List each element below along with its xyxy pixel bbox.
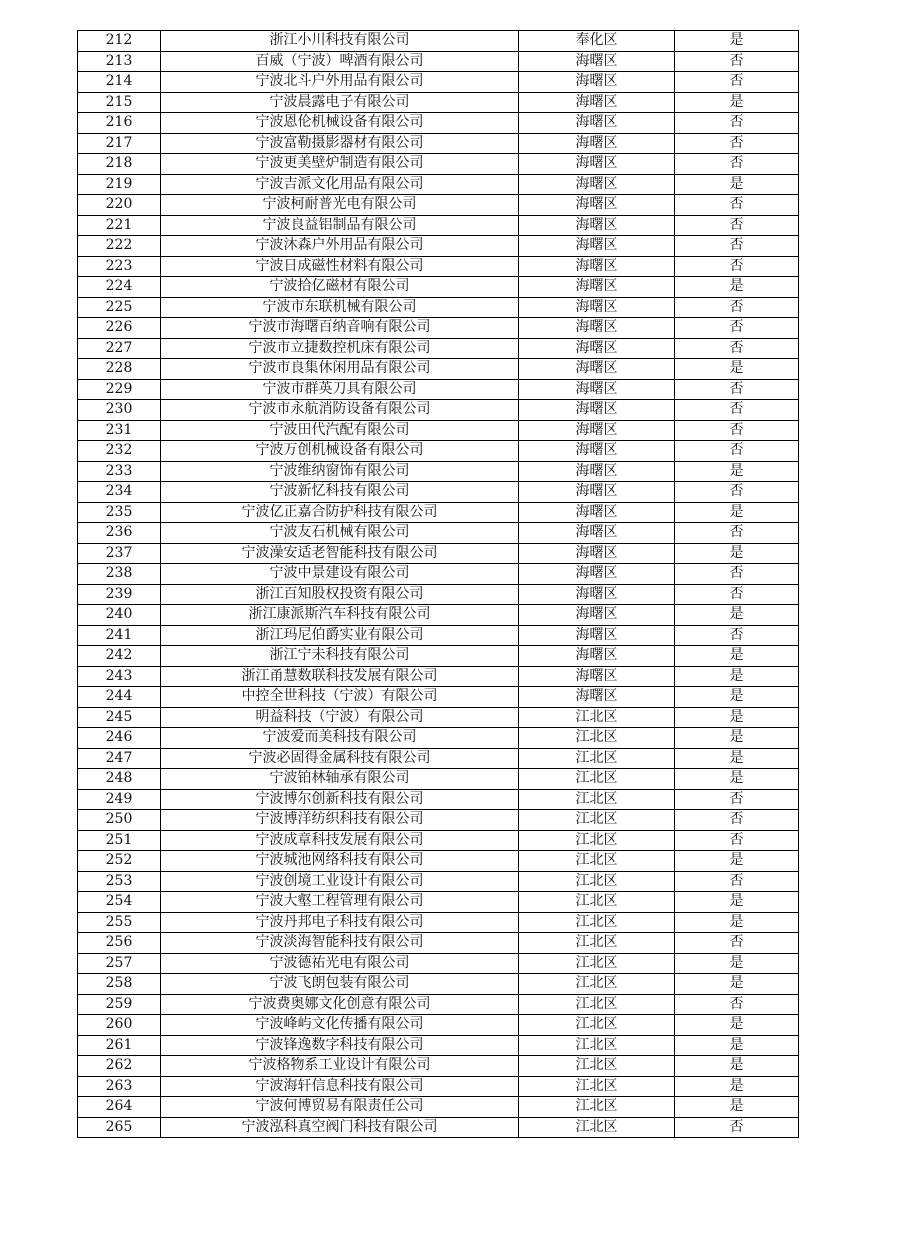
company-name-cell: 百威（宁波）啤酒有限公司	[161, 51, 519, 72]
district-cell: 江北区	[519, 1097, 675, 1118]
company-name-cell: 宁波吉派文化用品有限公司	[161, 174, 519, 195]
row-number-cell: 248	[78, 769, 161, 790]
district-cell: 海曙区	[519, 256, 675, 277]
company-name-cell: 宁波峰屿文化传播有限公司	[161, 1015, 519, 1036]
status-flag-cell: 是	[675, 748, 799, 769]
row-number-cell: 259	[78, 994, 161, 1015]
district-cell: 海曙区	[519, 338, 675, 359]
company-name-cell: 宁波北斗户外用品有限公司	[161, 72, 519, 93]
district-cell: 海曙区	[519, 195, 675, 216]
table-row	[78, 830, 799, 851]
status-flag-cell: 否	[675, 871, 799, 892]
company-name-cell: 宁波爱而美科技有限公司	[161, 728, 519, 749]
row-number-cell: 252	[78, 851, 161, 872]
status-flag-cell: 是	[675, 912, 799, 933]
table-row	[78, 625, 799, 646]
district-cell: 海曙区	[519, 92, 675, 113]
company-name-cell: 宁波市立捷数控机床有限公司	[161, 338, 519, 359]
table-row	[78, 51, 799, 72]
table-row	[78, 871, 799, 892]
company-name-cell: 宁波万创机械设备有限公司	[161, 441, 519, 462]
table-row	[78, 974, 799, 995]
district-cell: 海曙区	[519, 420, 675, 441]
status-flag-cell: 否	[675, 297, 799, 318]
district-cell: 海曙区	[519, 51, 675, 72]
table-row	[78, 912, 799, 933]
status-flag-cell: 是	[675, 543, 799, 564]
table-row	[78, 297, 799, 318]
company-name-cell: 宁波何博贸易有限责任公司	[161, 1097, 519, 1118]
row-number-cell: 262	[78, 1056, 161, 1077]
district-cell: 江北区	[519, 871, 675, 892]
row-number-cell: 230	[78, 400, 161, 421]
company-name-cell: 宁波费奥娜文化创意有限公司	[161, 994, 519, 1015]
company-name-cell: 明益科技（宁波）有限公司	[161, 707, 519, 728]
status-flag-cell: 是	[675, 502, 799, 523]
row-number-cell: 254	[78, 892, 161, 913]
district-cell: 江北区	[519, 851, 675, 872]
district-cell: 江北区	[519, 994, 675, 1015]
company-name-cell: 宁波丹邦电子科技有限公司	[161, 912, 519, 933]
company-table	[77, 30, 799, 1138]
table-row	[78, 461, 799, 482]
district-cell: 海曙区	[519, 523, 675, 544]
district-cell: 江北区	[519, 953, 675, 974]
status-flag-cell: 是	[675, 1076, 799, 1097]
district-cell: 江北区	[519, 912, 675, 933]
status-flag-cell: 是	[675, 1056, 799, 1077]
row-number-cell: 243	[78, 666, 161, 687]
table-row	[78, 72, 799, 93]
status-flag-cell: 否	[675, 215, 799, 236]
status-flag-cell: 否	[675, 482, 799, 503]
status-flag-cell: 否	[675, 379, 799, 400]
table-row	[78, 933, 799, 954]
row-number-cell: 213	[78, 51, 161, 72]
company-name-cell: 宁波淡海智能科技有限公司	[161, 933, 519, 954]
status-flag-cell: 否	[675, 994, 799, 1015]
status-flag-cell: 否	[675, 256, 799, 277]
status-flag-cell: 是	[675, 605, 799, 626]
status-flag-cell: 否	[675, 1117, 799, 1138]
district-cell: 海曙区	[519, 113, 675, 134]
district-cell: 海曙区	[519, 666, 675, 687]
table-row	[78, 748, 799, 769]
district-cell: 海曙区	[519, 564, 675, 585]
status-flag-cell: 否	[675, 154, 799, 175]
company-name-cell: 宁波富勒摄影器材有限公司	[161, 133, 519, 154]
row-number-cell: 223	[78, 256, 161, 277]
district-cell: 海曙区	[519, 379, 675, 400]
district-cell: 江北区	[519, 933, 675, 954]
row-number-cell: 263	[78, 1076, 161, 1097]
company-name-cell: 宁波必固得金属科技有限公司	[161, 748, 519, 769]
status-flag-cell: 否	[675, 236, 799, 257]
row-number-cell: 219	[78, 174, 161, 195]
table-row	[78, 133, 799, 154]
company-name-cell: 浙江小川科技有限公司	[161, 31, 519, 52]
status-flag-cell: 是	[675, 666, 799, 687]
table-row	[78, 482, 799, 503]
row-number-cell: 227	[78, 338, 161, 359]
district-cell: 海曙区	[519, 502, 675, 523]
district-cell: 江北区	[519, 1117, 675, 1138]
company-name-cell: 宁波市群英刀具有限公司	[161, 379, 519, 400]
district-cell: 海曙区	[519, 297, 675, 318]
district-cell: 海曙区	[519, 277, 675, 298]
district-cell: 海曙区	[519, 543, 675, 564]
table-row	[78, 994, 799, 1015]
row-number-cell: 237	[78, 543, 161, 564]
district-cell: 海曙区	[519, 441, 675, 462]
table-row	[78, 502, 799, 523]
table-row	[78, 256, 799, 277]
company-name-cell: 宁波日成磁性材料有限公司	[161, 256, 519, 277]
table-row	[78, 707, 799, 728]
company-name-cell: 宁波更美壁炉制造有限公司	[161, 154, 519, 175]
status-flag-cell: 是	[675, 1015, 799, 1036]
company-name-cell: 宁波柯耐普光电有限公司	[161, 195, 519, 216]
status-flag-cell: 否	[675, 441, 799, 462]
company-name-cell: 宁波锋逸数字科技有限公司	[161, 1035, 519, 1056]
row-number-cell: 242	[78, 646, 161, 667]
row-number-cell: 247	[78, 748, 161, 769]
table-row	[78, 1117, 799, 1138]
table-row	[78, 215, 799, 236]
status-flag-cell: 是	[675, 277, 799, 298]
company-name-cell: 宁波德祐光电有限公司	[161, 953, 519, 974]
status-flag-cell: 否	[675, 338, 799, 359]
table-row	[78, 379, 799, 400]
status-flag-cell: 否	[675, 810, 799, 831]
company-name-cell: 宁波澡安适老智能科技有限公司	[161, 543, 519, 564]
row-number-cell: 216	[78, 113, 161, 134]
district-cell: 海曙区	[519, 605, 675, 626]
company-name-cell: 宁波市东联机械有限公司	[161, 297, 519, 318]
company-name-cell: 宁波新忆科技有限公司	[161, 482, 519, 503]
status-flag-cell: 是	[675, 769, 799, 790]
table-row	[78, 543, 799, 564]
status-flag-cell: 否	[675, 51, 799, 72]
company-name-cell: 宁波市永航消防设备有限公司	[161, 400, 519, 421]
company-name-cell: 宁波博洋纺织科技有限公司	[161, 810, 519, 831]
company-name-cell: 宁波大壑工程管理有限公司	[161, 892, 519, 913]
status-flag-cell: 否	[675, 195, 799, 216]
row-number-cell: 234	[78, 482, 161, 503]
district-cell: 江北区	[519, 748, 675, 769]
status-flag-cell: 否	[675, 625, 799, 646]
status-flag-cell: 否	[675, 400, 799, 421]
status-flag-cell: 是	[675, 359, 799, 380]
table-row	[78, 174, 799, 195]
district-cell: 海曙区	[519, 359, 675, 380]
table-row	[78, 359, 799, 380]
company-name-cell: 宁波博尔创新科技有限公司	[161, 789, 519, 810]
row-number-cell: 233	[78, 461, 161, 482]
table-row	[78, 31, 799, 52]
company-name-cell: 浙江宁未科技有限公司	[161, 646, 519, 667]
district-cell: 海曙区	[519, 318, 675, 339]
district-cell: 海曙区	[519, 646, 675, 667]
company-name-cell: 宁波海轩信息科技有限公司	[161, 1076, 519, 1097]
table-row	[78, 851, 799, 872]
district-cell: 江北区	[519, 707, 675, 728]
row-number-cell: 239	[78, 584, 161, 605]
company-name-cell: 宁波恩伦机械设备有限公司	[161, 113, 519, 134]
district-cell: 海曙区	[519, 400, 675, 421]
company-name-cell: 浙江甬慧数联科技发展有限公司	[161, 666, 519, 687]
district-cell: 海曙区	[519, 482, 675, 503]
status-flag-cell: 否	[675, 420, 799, 441]
company-name-cell: 浙江玛尼伯爵实业有限公司	[161, 625, 519, 646]
district-cell: 海曙区	[519, 215, 675, 236]
company-name-cell: 宁波成章科技发展有限公司	[161, 830, 519, 851]
district-cell: 江北区	[519, 892, 675, 913]
status-flag-cell: 是	[675, 31, 799, 52]
status-flag-cell: 否	[675, 789, 799, 810]
status-flag-cell: 是	[675, 174, 799, 195]
table-row	[78, 605, 799, 626]
table-row	[78, 892, 799, 913]
table-row	[78, 441, 799, 462]
row-number-cell: 218	[78, 154, 161, 175]
table-row	[78, 953, 799, 974]
table-row	[78, 584, 799, 605]
company-name-cell: 宁波铂林轴承有限公司	[161, 769, 519, 790]
table-row	[78, 400, 799, 421]
table-row	[78, 277, 799, 298]
district-cell: 江北区	[519, 789, 675, 810]
district-cell: 海曙区	[519, 154, 675, 175]
row-number-cell: 222	[78, 236, 161, 257]
district-cell: 海曙区	[519, 72, 675, 93]
table-row	[78, 1097, 799, 1118]
row-number-cell: 235	[78, 502, 161, 523]
row-number-cell: 251	[78, 830, 161, 851]
status-flag-cell: 否	[675, 830, 799, 851]
row-number-cell: 258	[78, 974, 161, 995]
company-name-cell: 宁波市良集休闲用品有限公司	[161, 359, 519, 380]
row-number-cell: 232	[78, 441, 161, 462]
status-flag-cell: 是	[675, 92, 799, 113]
table-row	[78, 789, 799, 810]
company-name-cell: 宁波拾亿磁材有限公司	[161, 277, 519, 298]
district-cell: 江北区	[519, 769, 675, 790]
district-cell: 海曙区	[519, 236, 675, 257]
district-cell: 江北区	[519, 810, 675, 831]
company-name-cell: 宁波市海曙百纳音响有限公司	[161, 318, 519, 339]
district-cell: 江北区	[519, 974, 675, 995]
row-number-cell: 260	[78, 1015, 161, 1036]
company-name-cell: 宁波维纳窗饰有限公司	[161, 461, 519, 482]
row-number-cell: 226	[78, 318, 161, 339]
status-flag-cell: 是	[675, 1035, 799, 1056]
company-name-cell: 宁波格物系工业设计有限公司	[161, 1056, 519, 1077]
district-cell: 海曙区	[519, 584, 675, 605]
status-flag-cell: 否	[675, 523, 799, 544]
district-cell: 海曙区	[519, 687, 675, 708]
company-name-cell: 宁波创境工业设计有限公司	[161, 871, 519, 892]
table-row	[78, 318, 799, 339]
status-flag-cell: 是	[675, 953, 799, 974]
company-name-cell: 宁波田代汽配有限公司	[161, 420, 519, 441]
row-number-cell: 255	[78, 912, 161, 933]
status-flag-cell: 否	[675, 113, 799, 134]
row-number-cell: 250	[78, 810, 161, 831]
company-name-cell: 浙江百知股权投资有限公司	[161, 584, 519, 605]
table-row	[78, 564, 799, 585]
status-flag-cell: 是	[675, 892, 799, 913]
status-flag-cell: 是	[675, 1097, 799, 1118]
table-row	[78, 420, 799, 441]
row-number-cell: 229	[78, 379, 161, 400]
table-row	[78, 338, 799, 359]
row-number-cell: 231	[78, 420, 161, 441]
district-cell: 海曙区	[519, 461, 675, 482]
row-number-cell: 236	[78, 523, 161, 544]
row-number-cell: 225	[78, 297, 161, 318]
row-number-cell: 261	[78, 1035, 161, 1056]
row-number-cell: 224	[78, 277, 161, 298]
company-name-cell: 宁波亿正嘉合防护科技有限公司	[161, 502, 519, 523]
company-name-cell: 宁波晨露电子有限公司	[161, 92, 519, 113]
district-cell: 江北区	[519, 1056, 675, 1077]
table-row	[78, 646, 799, 667]
row-number-cell: 220	[78, 195, 161, 216]
company-name-cell: 浙江康派斯汽车科技有限公司	[161, 605, 519, 626]
table-row	[78, 810, 799, 831]
row-number-cell: 257	[78, 953, 161, 974]
status-flag-cell: 是	[675, 851, 799, 872]
row-number-cell: 244	[78, 687, 161, 708]
row-number-cell: 217	[78, 133, 161, 154]
row-number-cell: 241	[78, 625, 161, 646]
district-cell: 江北区	[519, 728, 675, 749]
table-row	[78, 1035, 799, 1056]
row-number-cell: 238	[78, 564, 161, 585]
row-number-cell: 215	[78, 92, 161, 113]
status-flag-cell: 否	[675, 584, 799, 605]
row-number-cell: 249	[78, 789, 161, 810]
status-flag-cell: 是	[675, 974, 799, 995]
status-flag-cell: 是	[675, 646, 799, 667]
table-row	[78, 728, 799, 749]
district-cell: 海曙区	[519, 133, 675, 154]
table-row	[78, 1076, 799, 1097]
table-row	[78, 195, 799, 216]
status-flag-cell: 是	[675, 707, 799, 728]
row-number-cell: 228	[78, 359, 161, 380]
row-number-cell: 221	[78, 215, 161, 236]
company-name-cell: 宁波泓科真空阀门科技有限公司	[161, 1117, 519, 1138]
district-cell: 江北区	[519, 1015, 675, 1036]
table-row	[78, 666, 799, 687]
status-flag-cell: 否	[675, 564, 799, 585]
company-name-cell: 宁波沐森户外用品有限公司	[161, 236, 519, 257]
table-row	[78, 1015, 799, 1036]
table-row	[78, 92, 799, 113]
district-cell: 奉化区	[519, 31, 675, 52]
district-cell: 海曙区	[519, 625, 675, 646]
company-name-cell: 宁波城池网络科技有限公司	[161, 851, 519, 872]
company-name-cell: 宁波中景建设有限公司	[161, 564, 519, 585]
company-table-body	[78, 31, 799, 1138]
district-cell: 江北区	[519, 1035, 675, 1056]
status-flag-cell: 否	[675, 133, 799, 154]
row-number-cell: 240	[78, 605, 161, 626]
row-number-cell: 246	[78, 728, 161, 749]
status-flag-cell: 否	[675, 72, 799, 93]
status-flag-cell: 是	[675, 461, 799, 482]
company-name-cell: 宁波友石机械有限公司	[161, 523, 519, 544]
row-number-cell: 245	[78, 707, 161, 728]
row-number-cell: 253	[78, 871, 161, 892]
table-row	[78, 687, 799, 708]
district-cell: 江北区	[519, 1076, 675, 1097]
table-row	[78, 154, 799, 175]
row-number-cell: 214	[78, 72, 161, 93]
row-number-cell: 212	[78, 31, 161, 52]
table-row	[78, 236, 799, 257]
district-cell: 江北区	[519, 830, 675, 851]
table-row	[78, 523, 799, 544]
district-cell: 海曙区	[519, 174, 675, 195]
status-flag-cell: 是	[675, 728, 799, 749]
status-flag-cell: 是	[675, 687, 799, 708]
status-flag-cell: 否	[675, 933, 799, 954]
table-row	[78, 113, 799, 134]
company-name-cell: 宁波良益铝制品有限公司	[161, 215, 519, 236]
table-row	[78, 1056, 799, 1077]
company-name-cell: 宁波飞朗包装有限公司	[161, 974, 519, 995]
status-flag-cell: 否	[675, 318, 799, 339]
row-number-cell: 265	[78, 1117, 161, 1138]
table-row	[78, 769, 799, 790]
row-number-cell: 256	[78, 933, 161, 954]
company-name-cell: 中控全世科技（宁波）有限公司	[161, 687, 519, 708]
row-number-cell: 264	[78, 1097, 161, 1118]
